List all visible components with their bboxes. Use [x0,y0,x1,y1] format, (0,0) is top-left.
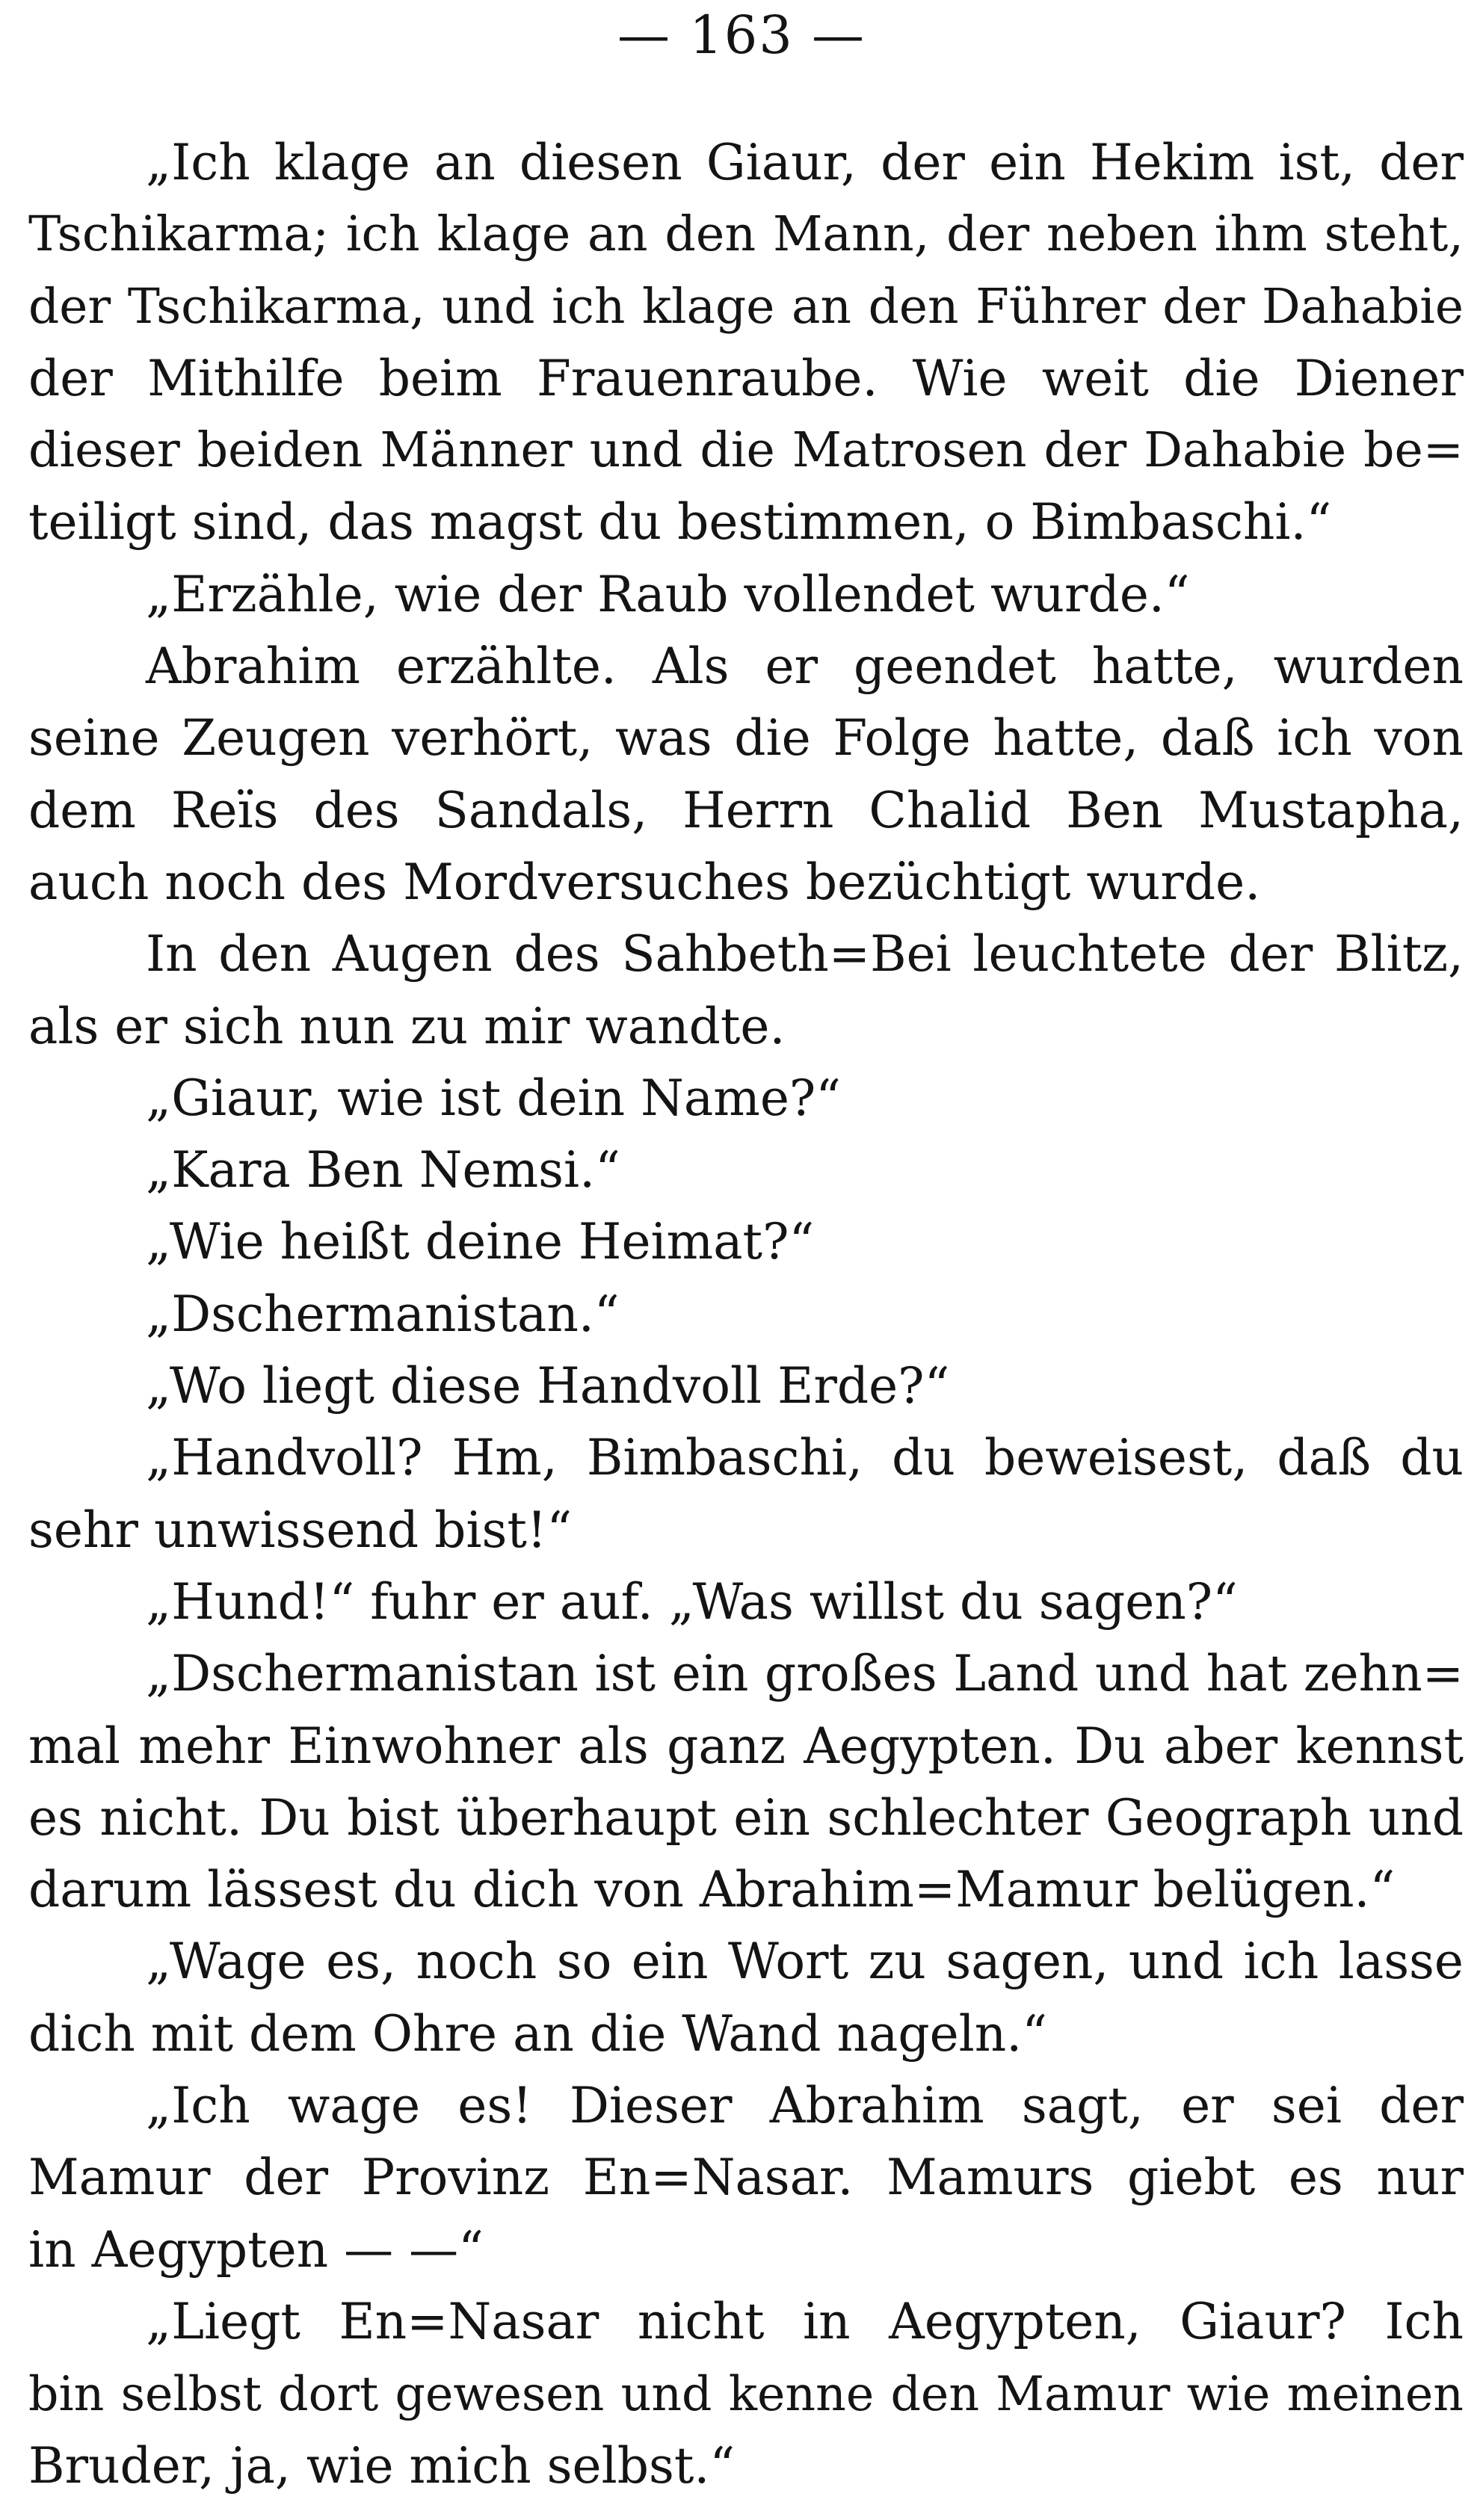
text-line: darum lässest du dich von Abrahim=Mamur belügen.“ [28,1861,1396,1919]
text-line: „Ich wage es! Dieser Abrahim sagt, er sei der [146,2077,1464,2135]
text-line: sehr unwissend bist!“ [28,1501,573,1559]
text-line: auch noch des Mordversuches bezüchtigt wurde. [28,853,1261,911]
text-line: dich mit dem Ohre an die Wand nageln.“ [28,2004,1047,2063]
text-line: der Mithilfe beim Frauenraube. Wie weit die Diener [28,349,1464,407]
text-line: dieser beiden Männer und die Matrosen der Dahabie be= [28,422,1464,479]
text-line: in Aegypten — —“ [28,2220,484,2279]
text-line: „Liegt En=Nasar nicht in Aegypten, Giaur? Ich [146,2292,1464,2350]
text-line: „Hund!“ fuhr er auf. „Was willst du sagen?“ [146,1572,1238,1631]
text-line: Tschikarma; ich klage an den Mann, der neben ihm steht, [28,206,1464,263]
text-line: teiligt sind, das magst du bestimmen, o Bimbaschi.“ [28,493,1332,552]
text-line: „Wie heißt deine Heimat?“ [146,1213,815,1271]
text-line: der Tschikarma, und ich klage an den Führer der Dahabie [28,278,1464,335]
text-line: „Wo liegt diese Handvoll Erde?“ [146,1357,950,1415]
text-line: „Ich klage an diesen Giaur, der ein Hekim ist, der [146,134,1464,191]
text-line: „Handvoll? Hm, Bimbaschi, du beweisest, daß du [146,1429,1464,1487]
text-line: es nicht. Du bist überhaupt ein schlechter Geograph und [28,1788,1464,1847]
text-line: „Dschermanistan.“ [146,1285,620,1343]
text-line: dem Reïs des Sandals, Herrn Chalid Ben Mustapha, [28,781,1464,839]
text-line: Bruder, ja, wie mich selbst.“ [28,2436,736,2495]
text-line: „Dschermanistan ist ein großes Land und hat zehn= [146,1645,1464,1703]
body-text [28,127,1464,2502]
text-line: bin selbst dort gewesen und kenne den Mamur wie meinen [28,2366,1464,2422]
text-line: „Erzähle, wie der Raub vollendet wurde.“ [146,565,1190,623]
text-line: Mamur der Provinz En=Nasar. Mamurs giebt es nur [28,2149,1464,2207]
text-line: „Wage es, noch so ein Wort zu sagen, und ich lasse [146,1933,1464,1991]
text-line: „Kara Ben Nemsi.“ [146,1141,620,1199]
text-line: „Giaur, wie ist dein Name?“ [146,1069,842,1127]
text-line: Abrahim erzählte. Als er geendet hatte, wurden [146,637,1464,696]
text-line: In den Augen des Sahbeth=Bei leuchtete der Blitz, [146,925,1464,983]
text-line: seine Zeugen verhört, was die Folge hatte, daß ich von [28,709,1464,768]
text-line: mal mehr Einwohner als ganz Aegypten. Du aber kennst [28,1717,1464,1775]
text-line: als er sich nun zu mir wandte. [28,997,786,1055]
page-number: — 163 — [617,4,866,66]
